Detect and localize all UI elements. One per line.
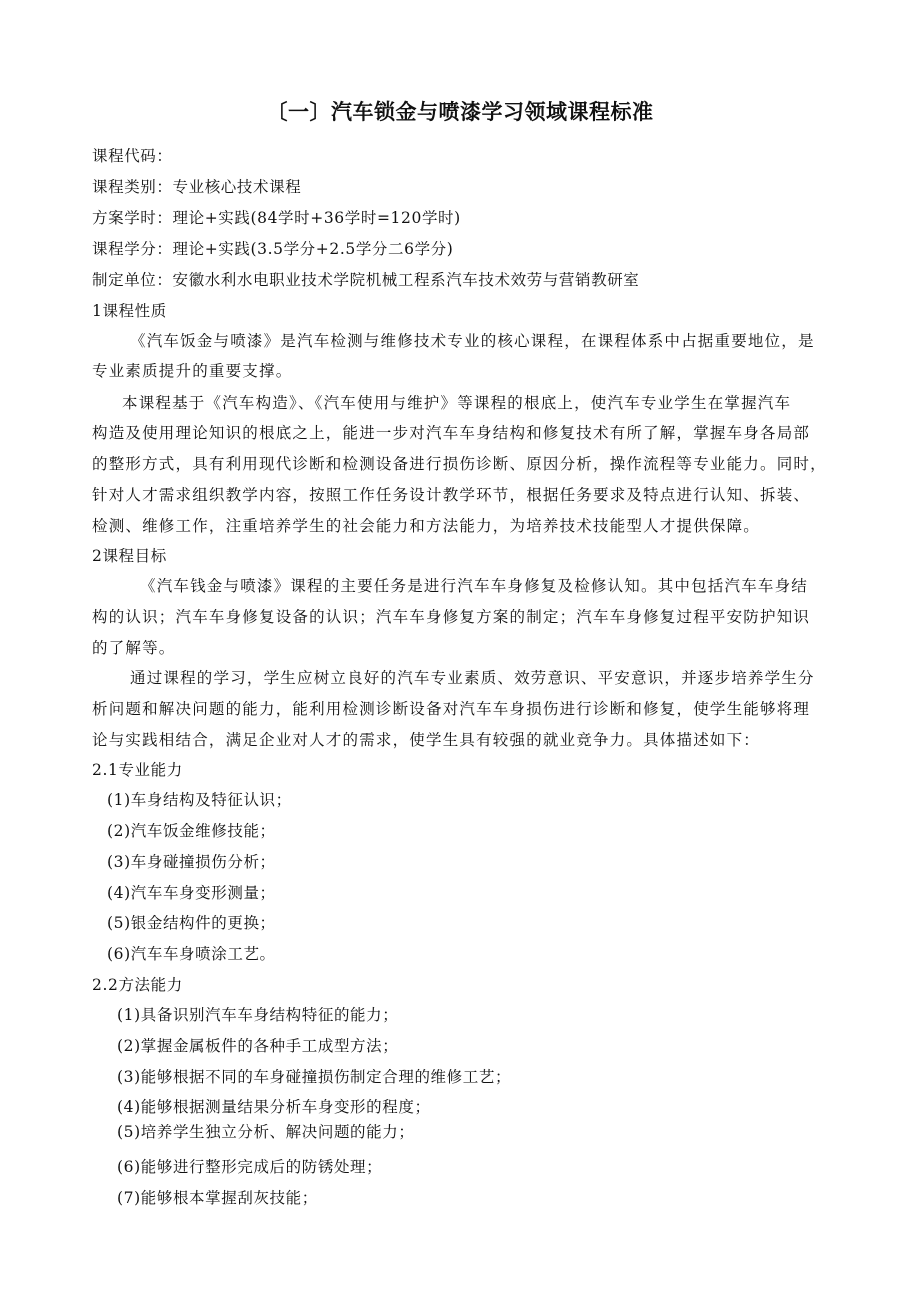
paragraph-line: 析问题和解决问题的能力，能利用检测诊断设备对汽车车身损伤进行诊断和修复，使学生能够将理 — [92, 700, 811, 718]
section-heading: 1课程性质 — [92, 302, 167, 320]
paragraph-line: 构的认识；汽车车身修复设备的认识；汽车车身修复方案的制定；汽车车身修复过程平安防护知识 — [92, 608, 811, 626]
paragraph-line: 的了解等。 — [92, 639, 176, 657]
paragraph-line: 本课程基于《汽车构造》、《汽车使用与维护》等课程的根底上，使汽车专业学生在掌握汽车 — [122, 394, 792, 412]
list-item: (1)车身结构及特征认识； — [107, 791, 292, 809]
list-item: (4)能够根据测量结果分析车身变形的程度； — [117, 1098, 431, 1116]
subsection-heading: 2.1专业能力 — [92, 761, 183, 779]
paragraph-line: 专业素质提升的重要支撑。 — [92, 362, 293, 380]
course-category: 课程类别：专业核心技术课程 — [92, 178, 302, 196]
list-item: (2)汽车饭金维修技能； — [107, 822, 276, 840]
paragraph-line: 论与实践相结合，满足企业对人才的需求，使学生具有较强的就业竞争力。具体描述如下： — [92, 731, 761, 749]
page-title: 〔一〕汽车锁金与喷漆学习领域课程标准 — [266, 100, 654, 124]
paragraph-line: 的整形方式，具有利用现代诊断和检测设备进行损伤诊断、原因分析，操作流程等专业能力。同时， — [92, 455, 827, 473]
list-item: (3)车身碰撞损伤分析； — [107, 853, 276, 871]
course-unit: 制定单位：安徽水利水电职业技术学院机械工程系汽车技术效劳与营销教研室 — [92, 271, 640, 289]
course-credits: 课程学分：理论+实践(3.5学分+2.5学分二6学分) — [92, 240, 454, 258]
subsection-heading: 2.2方法能力 — [92, 976, 183, 994]
course-code: 课程代码： — [92, 147, 173, 165]
list-item: (5)银金结构件的更换； — [107, 914, 276, 932]
paragraph-line: 《汽车钱金与喷漆》课程的主要任务是进行汽车车身修复及检修认知。其中包括汽车车身结 — [140, 577, 809, 595]
list-item: (2)掌握金属板件的各种手工成型方法； — [117, 1037, 399, 1055]
list-item: (7)能够根本掌握刮灰技能； — [117, 1189, 318, 1207]
paragraph-line: 通过课程的学习，学生应树立良好的汽车专业素质、效劳意识、平安意识，并逐步培养学生分 — [130, 669, 815, 687]
list-item: (5)培养学生独立分析、解决问题的能力； — [117, 1123, 415, 1141]
list-item: (6)能够进行整形完成后的防锈处理； — [117, 1158, 383, 1176]
paragraph-line: 检测、维修工作，注重培养学生的社会能力和方法能力，为培养技术技能型人才提供保障。 — [92, 517, 761, 535]
section-heading: 2课程目标 — [92, 547, 167, 565]
list-item: (1)具备识别汽车车身结构特征的能力； — [117, 1006, 399, 1024]
course-hours: 方案学时：理论+实践(84学时+36学时=120学时) — [92, 209, 461, 227]
paragraph-line: 构造及使用理论知识的根底之上，能进一步对汽车车身结构和修复技术有所了解，掌握车身各局部 — [92, 424, 811, 442]
list-item: (3)能够根据不同的车身碰撞损伤制定合理的维修工艺； — [117, 1068, 512, 1086]
list-item: (6)汽车车身喷涂工艺。 — [107, 945, 276, 963]
paragraph-line: 针对人才需求组织教学内容，按照工作任务设计教学环节，根据任务要求及特点进行认知、拆装、 — [92, 486, 811, 504]
paragraph-line: 《汽车饭金与喷漆》是汽车检测与维修技术专业的核心课程，在课程体系中占据重要地位，是 — [130, 332, 815, 350]
list-item: (4)汽车车身变形测量； — [107, 884, 276, 902]
